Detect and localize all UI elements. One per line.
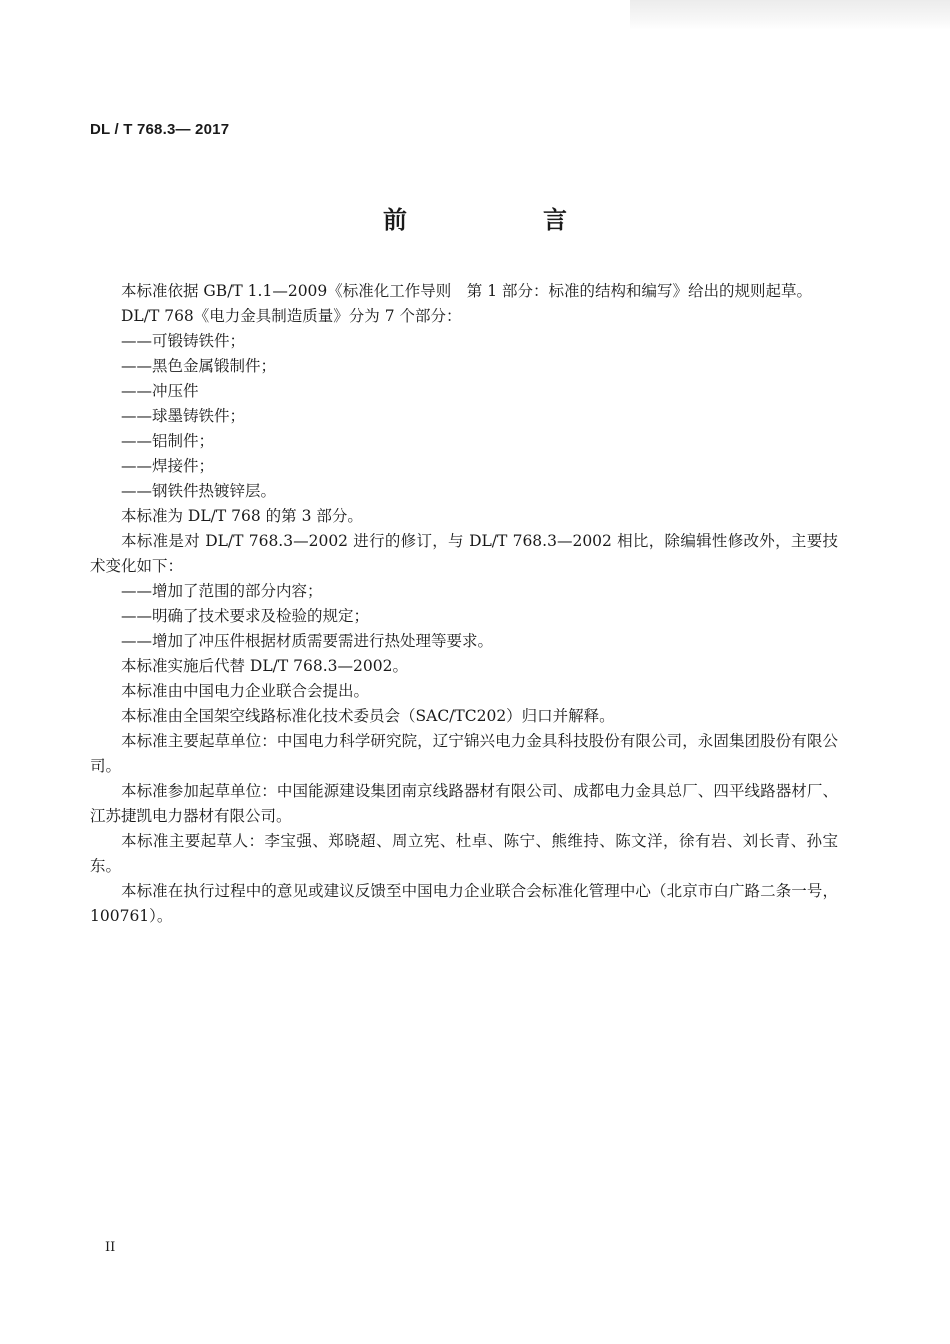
foreword-body xyxy=(90,279,838,929)
list-item-part-4: ——球墨铸铁件； xyxy=(121,407,246,425)
paragraph-participating-org: 本标准参加起草单位：中国能源建设集团南京线路器材有限公司、成都电力金具总厂、四平线路器材厂、江苏捷凯电力器材有限公司。 xyxy=(90,782,838,825)
list-item-part-5: ——铝制件； xyxy=(121,432,215,450)
paragraph-feedback: 本标准在执行过程中的意见或建议反馈至中国电力企业联合会标准化管理中心（北京市白广路二条一号，100761）。 xyxy=(90,882,838,925)
paragraph-main-drafters: 本标准主要起草人：李宝强、郑晓超、周立宪、杜卓、陈宁、熊维持、陈文洋，徐有岩、刘长青、孙宝东。 xyxy=(90,832,838,875)
list-item-part-1: ——可锻铸铁件； xyxy=(121,332,246,350)
document-code: DL / T 768.3— 2017 xyxy=(90,121,230,138)
paragraph-drafting-basis: 本标准依据 GB/T 1.1—2009《标准化工作导则 第 1 部分：标准的结构和编写》给出的规则起草。 xyxy=(121,282,813,300)
paragraph-proposed-by: 本标准由中国电力企业联合会提出。 xyxy=(121,682,370,700)
list-item-part-3: ——冲压件 xyxy=(121,382,199,400)
paragraph-main-drafters-org: 本标准主要起草单位：中国电力科学研究院，辽宁锦兴电力金具科技股份有限公司，永固集团股份有限公司。 xyxy=(90,732,838,775)
paragraph-revision: 本标准是对 DL/T 768.3—2002 进行的修订，与 DL/T 768.3—2002 相比，除编辑性修改外，主要技术变化如下： xyxy=(90,532,838,575)
list-item-part-2: ——黑色金属锻制件； xyxy=(121,357,277,375)
page-title: 前 言 xyxy=(383,205,623,234)
list-item-change-2: ——明确了技术要求及检验的规定； xyxy=(121,607,370,625)
list-item-part-7: ——钢铁件热镀锌层。 xyxy=(121,482,277,500)
scan-shadow xyxy=(630,0,950,30)
paragraph-replaces: 本标准实施后代替 DL/T 768.3—2002。 xyxy=(121,657,408,675)
list-item-change-3: ——增加了冲压件根据材质需要需进行热处理等要求。 xyxy=(121,632,494,650)
list-item-part-6: ——焊接件； xyxy=(121,457,215,475)
paragraph-part-number: 本标准为 DL/T 768 的第 3 部分。 xyxy=(121,507,363,525)
list-item-change-1: ——增加了范围的部分内容； xyxy=(121,582,323,600)
paragraph-parts-intro: DL/T 768《电力金具制造质量》分为 7 个部分： xyxy=(121,307,462,325)
page-number: II xyxy=(105,1240,116,1255)
paragraph-administered-by: 本标准由全国架空线路标准化技术委员会（SAC/TC202）归口并解释。 xyxy=(121,707,615,725)
